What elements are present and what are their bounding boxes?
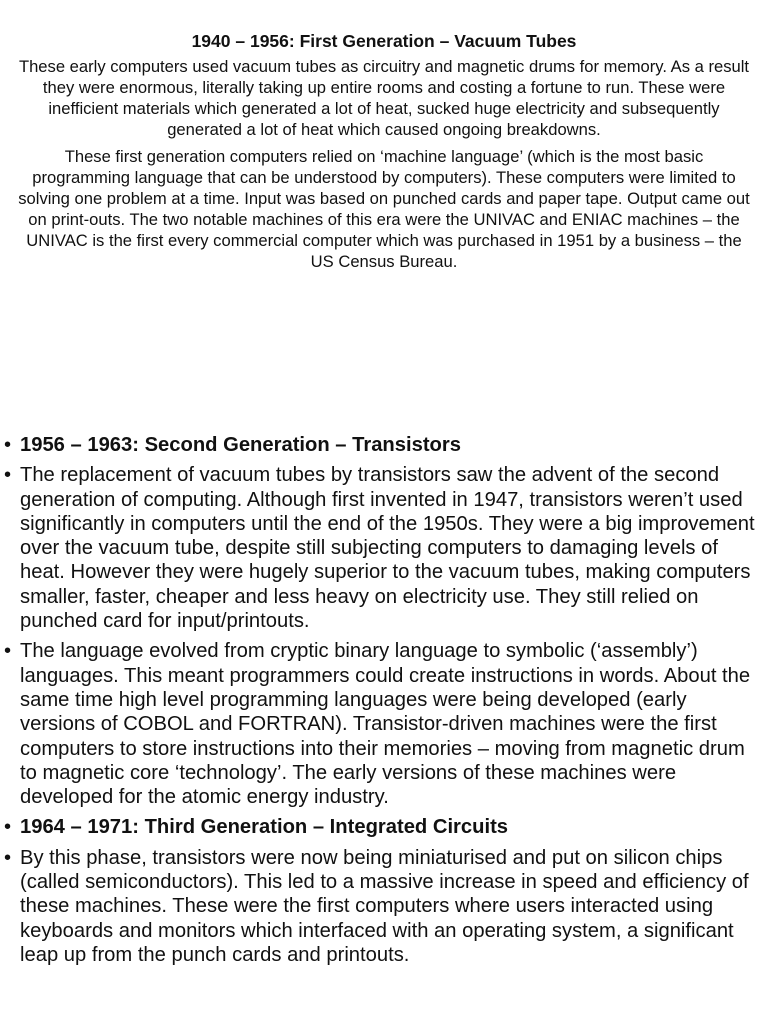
bullet-third-generation-heading: [2, 815, 764, 839]
bullet-point-icon: •: [4, 846, 12, 869]
third-generation-heading: 1964 – 1971: Third Generation – Integrated Circuits: [20, 816, 509, 839]
bullet-transistors-paragraph: [2, 463, 764, 633]
bullet-point-icon: •: [4, 464, 12, 487]
transistors-paragraph: The replacement of vacuum tubes by transistors saw the advent of the second generation of computing. Although first invented in 1947, transistors weren’t used significantly in computers until the end of the 1950s. They were a big improvement over the vacuum tube, despite still subjecting computers to damaging levels of heat. However they were hugely superior to the vacuum tubes, making computers smaller, faster, cheaper and less heavy on electricity use. They still relied on punched card for input/printouts.: [20, 464, 755, 633]
first-generation-title: 1940 – 1956: First Generation – Vacuum Tubes: [191, 31, 577, 51]
first-generation-section: [18, 30, 750, 278]
bullet-second-generation-heading: [2, 433, 764, 457]
second-generation-heading: 1956 – 1963: Second Generation – Transistors: [20, 434, 461, 456]
bullet-integrated-circuits-paragraph: [2, 846, 764, 967]
first-generation-paragraph: These early computers used vacuum tubes as circuitry and magnetic drums for memory. As a result they were enormous, literally taking up entire rooms and costing a fortune to run. These were inefficient materials which generated a lot of heat, sucked huge electricity and subsequently generated a lot of heat which caused ongoing breakdowns.: [18, 57, 750, 139]
bullet-point-icon: •: [4, 816, 12, 839]
bullet-point-icon: •: [4, 434, 12, 456]
bullet-point-icon: •: [4, 640, 12, 663]
integrated-circuits-paragraph: By this phase, transistors were now being miniaturised and put on silicon chips (called semiconductors). This led to a massive increase in speed and efficiency of these machines. These were the first computers where users interacted using keyboards and monitors which interfaced with an operating system, a significant leap up from the punch cards and printouts.: [20, 846, 749, 966]
generations-bullet-list: [2, 433, 764, 973]
bullet-assembly-language-paragraph: [2, 639, 764, 809]
machine-language-paragraph: These first generation computers relied on ‘machine language’ (which is the most basic programming language that can be understood by computers). These computers were limited to solving one problem at a time. Input was based on punched cards and paper tape. Output came out on print-outs. The two notable machines of this era were the UNIVAC and ENIAC machines – the UNIVAC is the first every commercial computer which was purchased in 1951 by a business – the US Census Bureau.: [18, 147, 750, 271]
assembly-language-paragraph: The language evolved from cryptic binary language to symbolic (‘assembly’) languages. This meant programmers could create instructions in words. About the same time high level programming languages were being developed (early versions of COBOL and FORTRAN). Transistor-driven machines were the first computers to store instructions into their memories – moving from magnetic drum to magnetic core ‘technology’. The early versions of these machines were developed for the atomic energy industry.: [20, 640, 751, 809]
